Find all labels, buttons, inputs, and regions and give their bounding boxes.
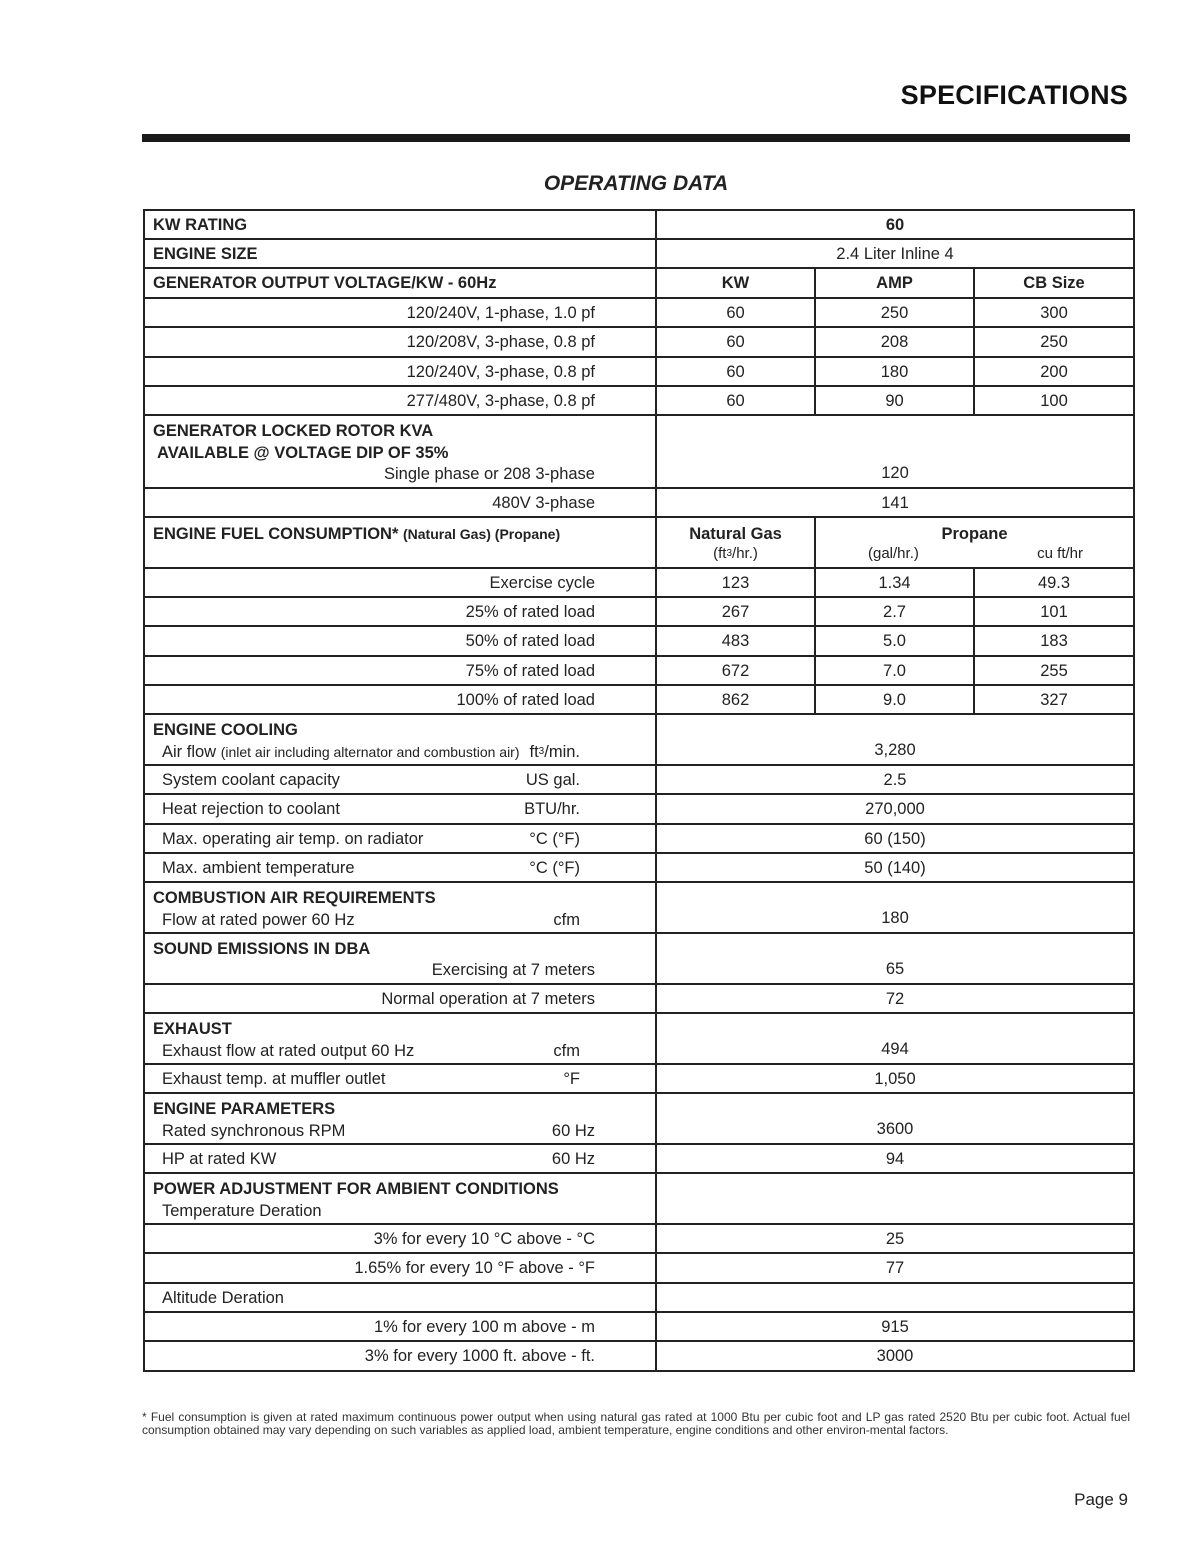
table-row [144, 853, 1134, 882]
table-row [144, 488, 1134, 517]
combustion-row-unit: cfm [553, 911, 580, 929]
page-number: Page 9 [1074, 1490, 1128, 1509]
engine-size-label: ENGINE SIZE [144, 239, 656, 268]
header-rule [142, 134, 1130, 142]
table-row [144, 597, 1134, 626]
sound-row-label: Normal operation at 7 meters [144, 984, 656, 1013]
engine-params-row-unit: 60 Hz [551, 1122, 595, 1140]
empty-cell [656, 1283, 1134, 1312]
cooling-row-label: Max. operating air temp. on radiator [162, 829, 424, 848]
page-header-title: SPECIFICATIONS [900, 80, 1128, 110]
voltage-config-label: 120/240V, 1-phase, 1.0 pf [144, 298, 656, 327]
fuel-consumption-subheading: (Natural Gas) (Propane) [402, 526, 561, 542]
table-row [144, 1173, 1134, 1224]
sound-heading: SOUND EMISSIONS IN DBA [153, 940, 371, 958]
section-title: OPERATING DATA [543, 172, 729, 195]
kw-rating-label: KW RATING [144, 210, 656, 239]
cooling-row-label: Heat rejection to coolant [162, 800, 340, 818]
table-row [144, 1312, 1134, 1341]
fuel-row-label: 25% of rated load [144, 597, 656, 626]
engine-size-value: 2.4 Liter Inline 4 [656, 239, 1134, 268]
natural-gas-header-cell [656, 517, 815, 568]
table-row [144, 268, 1134, 298]
cooling-row-unit: °C (°F) [529, 858, 580, 877]
natural-gas-value: 862 [656, 685, 815, 714]
propane-gal-value: 5.0 [815, 626, 974, 656]
output-voltage-label: GENERATOR OUTPUT VOLTAGE/KW - 60Hz [144, 268, 656, 298]
table-row [144, 239, 1134, 268]
table-row [144, 714, 1134, 765]
natural-gas-value: 483 [656, 626, 815, 656]
cooling-row-unit: °C (°F) [529, 829, 580, 848]
locked-rotor-subheading: AVAILABLE @ VOLTAGE DIP OF 35% [157, 444, 449, 462]
voltage-config-label: 120/208V, 3-phase, 0.8 pf [144, 327, 656, 357]
kw-value: 60 [656, 327, 815, 357]
fuel-row-label: 100% of rated load [144, 685, 656, 714]
table-row [144, 1283, 1134, 1312]
voltage-config-label: 277/480V, 3-phase, 0.8 pf [144, 386, 656, 415]
locked-rotor-label-cell [144, 415, 656, 488]
exhaust-label-cell [144, 1013, 656, 1064]
propane-header-cell [815, 517, 1134, 568]
column-header-kw: KW [656, 268, 815, 298]
table-row [144, 1093, 1134, 1144]
table-row [144, 327, 1134, 357]
fuel-row-label: 50% of rated load [144, 626, 656, 656]
cooling-row-label: Max. ambient temperature [162, 858, 355, 877]
table-row [144, 824, 1134, 853]
amp-value: 90 [815, 386, 974, 415]
column-header-amp: AMP [815, 268, 974, 298]
table-row [144, 1064, 1134, 1093]
sound-value: 72 [656, 984, 1134, 1013]
propane-unit-cuft: cu ft/hr [1037, 545, 1084, 562]
propane-unit-gal: (gal/hr.) [868, 545, 919, 562]
airflow-note: (inlet air including alternator and combustion air) [220, 744, 520, 760]
table-row [144, 210, 1134, 239]
kw-value: 60 [656, 386, 815, 415]
table-row [144, 765, 1134, 794]
cb-size-value: 250 [974, 327, 1134, 357]
exhaust-row-label: Exhaust flow at rated output 60 Hz [162, 1042, 415, 1060]
combustion-row-label: Flow at rated power 60 Hz [162, 911, 355, 929]
fuel-row-label: 75% of rated load [144, 656, 656, 685]
propane-header: Propane [941, 525, 1008, 543]
engine-params-value: 3600 [656, 1093, 1134, 1144]
natural-gas-header: Natural Gas [689, 525, 782, 543]
table-row [144, 626, 1134, 656]
natural-gas-unit: $(ft^3/hr.)$ [713, 545, 758, 562]
cooling-row-label: System coolant capacity [162, 770, 340, 789]
table-row [144, 1144, 1134, 1173]
voltage-config-label: 120/240V, 3-phase, 0.8 pf [144, 357, 656, 386]
temperature-deration-label: Temperature Deration [162, 1202, 322, 1220]
deration-value: 915 [656, 1312, 1134, 1341]
table-row [144, 1224, 1134, 1253]
natural-gas-value: 672 [656, 656, 815, 685]
engine-params-value: 94 [656, 1144, 1134, 1173]
locked-rotor-heading: GENERATOR LOCKED ROTOR KVA [153, 422, 434, 440]
propane-cuft-value: 101 [974, 597, 1134, 626]
engine-cooling-label-cell [144, 714, 656, 765]
kw-value: 60 [656, 357, 815, 386]
deration-value: 3000 [656, 1341, 1134, 1371]
exhaust-row-unit: cfm [553, 1042, 580, 1060]
cooling-row-value: 270,000 [656, 794, 1134, 824]
propane-cuft-value: 49.3 [974, 568, 1134, 597]
exhaust-heading: EXHAUST [153, 1020, 232, 1038]
engine-params-row-label: HP at rated KW [162, 1149, 277, 1168]
footnote: * Fuel consumption is given at rated maximum continuous power output when using natural gas rated at 1000 Btu per cubic foot and LP gas rated 2520 Btu per cubic foot. Actual fuel consumption obtained may vary depending on such variables as applied load, ambient temperature, engine conditions and other environ-mental factors. [142, 1410, 1130, 1437]
airflow-value: 3,280 [656, 714, 1134, 765]
cb-size-value: 300 [974, 298, 1134, 327]
amp-value: 250 [815, 298, 974, 327]
table-row [144, 517, 1134, 568]
locked-rotor-value: 141 [656, 488, 1134, 517]
altitude-deration-label: Altitude Deration [144, 1283, 656, 1312]
amp-value: 208 [815, 327, 974, 357]
table-row [144, 933, 1134, 984]
engine-params-row-label: Rated synchronous RPM [162, 1122, 346, 1140]
empty-cell [656, 1173, 1134, 1224]
engine-params-row-unit: 60 Hz [551, 1149, 595, 1168]
combustion-label-cell [144, 882, 656, 933]
table-row [144, 386, 1134, 415]
propane-gal-value: 1.34 [815, 568, 974, 597]
table-row [144, 882, 1134, 933]
cb-size-value: 200 [974, 357, 1134, 386]
engine-cooling-heading: ENGINE COOLING [153, 721, 298, 739]
propane-cuft-value: 183 [974, 626, 1134, 656]
operating-data-table [143, 209, 1135, 1372]
table-row [144, 794, 1134, 824]
table-row [144, 984, 1134, 1013]
kw-value: 60 [656, 298, 815, 327]
engine-params-label-cell [144, 1093, 656, 1144]
exhaust-value: 494 [656, 1013, 1134, 1064]
sound-label-cell [144, 933, 656, 984]
power-adjustment-heading: POWER ADJUSTMENT FOR AMBIENT CONDITIONS [153, 1180, 559, 1198]
column-header-cb-size: CB Size [974, 268, 1134, 298]
cb-size-value: 100 [974, 386, 1134, 415]
table-row [144, 685, 1134, 714]
amp-value: 180 [815, 357, 974, 386]
fuel-row-label: Exercise cycle [144, 568, 656, 597]
cooling-row-value: 50 (140) [656, 853, 1134, 882]
kw-rating-value: 60 [656, 210, 1134, 239]
deration-value: 77 [656, 1253, 1134, 1283]
table-row [144, 298, 1134, 327]
exhaust-row-unit: °F [563, 1069, 580, 1088]
propane-gal-value: 9.0 [815, 685, 974, 714]
table-row [144, 357, 1134, 386]
cooling-row-value: 60 (150) [656, 824, 1134, 853]
table-row [144, 568, 1134, 597]
cooling-row-unit: BTU/hr. [524, 800, 580, 818]
exhaust-row-label: Exhaust temp. at muffler outlet [162, 1069, 386, 1088]
sound-row-label: Exercising at 7 meters [431, 961, 595, 979]
airflow-unit: $ft^3/\min$. [529, 743, 580, 761]
propane-gal-value: 2.7 [815, 597, 974, 626]
deration-row-label: 1% for every 100 m above - m [144, 1312, 656, 1341]
locked-rotor-row-label: 480V 3-phase [144, 488, 656, 517]
combustion-value: 180 [656, 882, 1134, 933]
table-row [144, 1013, 1134, 1064]
table-row [144, 1253, 1134, 1283]
propane-cuft-value: 255 [974, 656, 1134, 685]
table-row [144, 656, 1134, 685]
airflow-label: Air flow [162, 743, 217, 761]
combustion-heading: COMBUSTION AIR REQUIREMENTS [153, 889, 436, 907]
locked-rotor-row-label: Single phase or 208 3-phase [384, 465, 595, 483]
locked-rotor-value: 120 [656, 415, 1134, 488]
fuel-consumption-label-cell [144, 517, 656, 568]
propane-gal-value: 7.0 [815, 656, 974, 685]
deration-row-label: 3% for every 1000 ft. above - ft. [144, 1341, 656, 1371]
deration-value: 25 [656, 1224, 1134, 1253]
propane-cuft-value: 327 [974, 685, 1134, 714]
fuel-consumption-heading: ENGINE FUEL CONSUMPTION* [153, 525, 399, 543]
natural-gas-value: 123 [656, 568, 815, 597]
natural-gas-value: 267 [656, 597, 815, 626]
cooling-row-unit: US gal. [525, 770, 580, 789]
sound-value: 65 [656, 933, 1134, 984]
deration-row-label: 1.65% for every 10 °F above - °F [144, 1253, 656, 1283]
deration-row-label: 3% for every 10 °C above - °C [144, 1224, 656, 1253]
table-row [144, 415, 1134, 488]
engine-params-heading: ENGINE PARAMETERS [153, 1100, 336, 1118]
exhaust-value: 1,050 [656, 1064, 1134, 1093]
table-row [144, 1341, 1134, 1371]
cooling-row-value: 2.5 [656, 765, 1134, 794]
power-adjustment-label-cell [144, 1173, 656, 1224]
